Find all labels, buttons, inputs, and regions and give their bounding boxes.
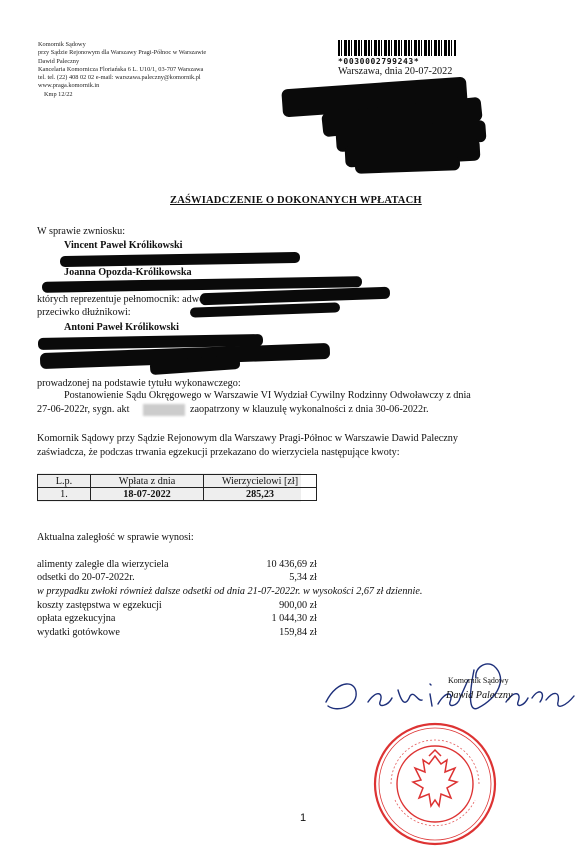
cost-value: 1 044,30 zł xyxy=(271,613,317,624)
debtor-name: Antoni Paweł Królikowski xyxy=(64,322,179,333)
arrears-value: 10 436,69 zł xyxy=(266,559,317,570)
decision-text: Postanowienie Sądu Okręgowego w Warszawie VI Wydział Cywilny Rodzinny Odwoławczy z dnia xyxy=(64,390,471,401)
payments-table xyxy=(37,474,317,501)
table-row xyxy=(38,488,317,501)
letterhead-line: tel. tel. (22) 408 02 02 e-mail: warszawa.paleczny@komornik.pl xyxy=(38,74,201,82)
interest-note: w przypadku zwłoki również dalsze odsetki od dnia 21-07-2022r. w wysokości 2,67 zł dziennie. xyxy=(37,586,423,597)
letterhead-line: Kmp 12/22 xyxy=(44,90,73,98)
certification-text: zaświadcza, że podczas trwania egzekucji przekazano do wierzyciela następujące kwoty: xyxy=(37,447,400,458)
table-header-row xyxy=(38,475,317,488)
letterhead-line: Dawid Paleczny xyxy=(38,57,80,65)
blurred-case-number xyxy=(143,404,185,416)
cost-value: 159,84 zł xyxy=(279,627,317,638)
table-cell: 1. xyxy=(38,488,91,501)
letterhead-line: www.praga.komornik.in xyxy=(38,82,100,90)
barcode xyxy=(338,40,456,56)
arrears-value: 5,34 zł xyxy=(289,572,317,583)
intro-text: W sprawie zwniosku: xyxy=(37,226,126,237)
represented-text: których reprezentuje pełnomocnik: adwo xyxy=(37,294,205,305)
page-number: 1 xyxy=(300,812,307,824)
creditor-name: Joanna Opozda-Królikowska xyxy=(64,267,192,278)
cost-label: wydatki gotówkowe xyxy=(37,627,120,638)
decision-text: 27-06-2022r, sygn. akt xyxy=(37,404,130,415)
certification-text: Komornik Sądowy przy Sądzie Rejonowym dla Warszawy Pragi-Północ w Warszawie Dawid Paleczny xyxy=(37,433,458,444)
decision-text: zaopatrzony w klauzulę wykonalności z dnia 30-06-2022r. xyxy=(190,404,429,415)
basis-text: prowadzonej na podstawie tytułu wykonawczego: xyxy=(37,378,241,389)
cost-label: koszty zastępstwa w egzekucji xyxy=(37,600,162,611)
barcode-number: *0030002799243* xyxy=(338,57,420,66)
arrears-label: odsetki do 20-07-2022r. xyxy=(37,572,135,583)
arrears-label: alimenty zaległe dla wierzyciela xyxy=(37,559,169,570)
letterhead-line: przy Sądzie Rejonowym dla Warszawy Pragi-Północ w Warszawie xyxy=(38,49,207,57)
signature-role: Komornik Sądowy xyxy=(448,676,509,685)
creditor-name: Vincent Paweł Królikowski xyxy=(64,240,183,251)
table-cell: 18-07-2022 xyxy=(91,488,204,501)
table-header: Wierzycielowi [zł] xyxy=(204,475,317,488)
table-cell: 285,23 xyxy=(204,488,317,501)
arrears-heading: Aktualna zaległość w sprawie wynosi: xyxy=(37,532,194,543)
redaction-line xyxy=(60,252,300,267)
letterhead-line: Komornik Sądowy xyxy=(38,41,86,48)
letterhead xyxy=(38,41,206,99)
letterhead-line: Kancelaria Komornicza Floriańska 6 L. U10/1, 03-707 Warszawa xyxy=(38,65,204,73)
document-title: ZAŚWIADCZENIE O DOKONANYCH WPŁATACH xyxy=(170,195,422,206)
signature-name: Dawid Paleczny xyxy=(446,690,513,701)
cost-label: opłata egzekucyjna xyxy=(37,613,116,624)
cost-value: 900,00 zł xyxy=(279,600,317,611)
place-and-date: Warszawa, dnia 20-07-2022 xyxy=(338,66,453,77)
official-stamp xyxy=(371,720,499,848)
table-header: L.p. xyxy=(38,475,91,488)
table-header: Wpłata z dnia xyxy=(91,475,204,488)
against-text: przeciwko dłużnikowi: xyxy=(37,307,131,318)
